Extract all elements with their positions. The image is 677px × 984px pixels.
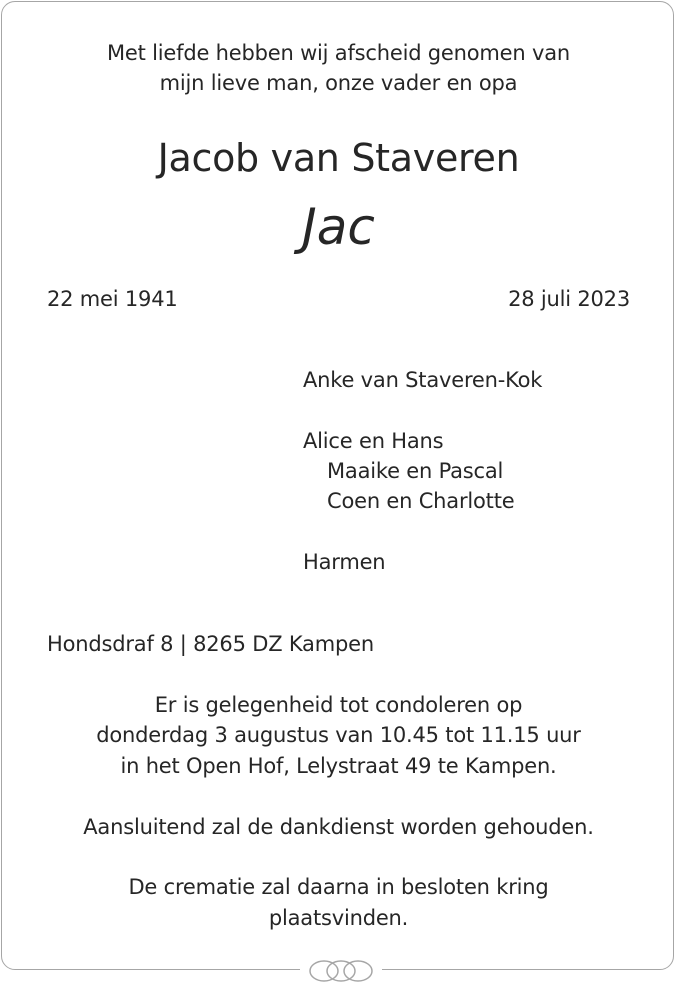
death-date: 28 juli 2023 xyxy=(508,287,630,311)
cremation-line-1: De crematie zal daarna in besloten kring xyxy=(128,875,549,899)
birth-date: 22 mei 1941 xyxy=(47,287,178,311)
condolence-line-3: in het Open Hof, Lelystraat 49 te Kampen. xyxy=(120,754,557,778)
family-grandchild-1: Maaike en Pascal xyxy=(327,459,504,483)
triple-ring-ornament-icon xyxy=(300,958,382,984)
service-line: Aansluitend zal de dankdienst worden gehouden. xyxy=(83,815,594,839)
deceased-nickname: Jac xyxy=(302,198,375,256)
family-child-1: Alice en Hans xyxy=(303,429,444,453)
family-child-2: Harmen xyxy=(303,550,386,574)
condolence-line-2: donderdag 3 augustus van 10.45 tot 11.15 uur xyxy=(96,723,581,747)
deceased-name: Jacob van Staveren xyxy=(157,136,520,180)
family-spouse: Anke van Staveren-Kok xyxy=(303,368,543,392)
family-grandchild-2: Coen en Charlotte xyxy=(327,489,515,513)
address: Hondsdraf 8 | 8265 DZ Kampen xyxy=(47,632,374,656)
cremation-line-2: plaatsvinden. xyxy=(268,906,409,930)
intro-line-2: mijn lieve man, onze vader en opa xyxy=(159,71,518,95)
condolence-line-1: Er is gelegenheid tot condoleren op xyxy=(154,693,523,717)
intro-line-1: Met liefde hebben wij afscheid genomen van xyxy=(107,41,570,65)
